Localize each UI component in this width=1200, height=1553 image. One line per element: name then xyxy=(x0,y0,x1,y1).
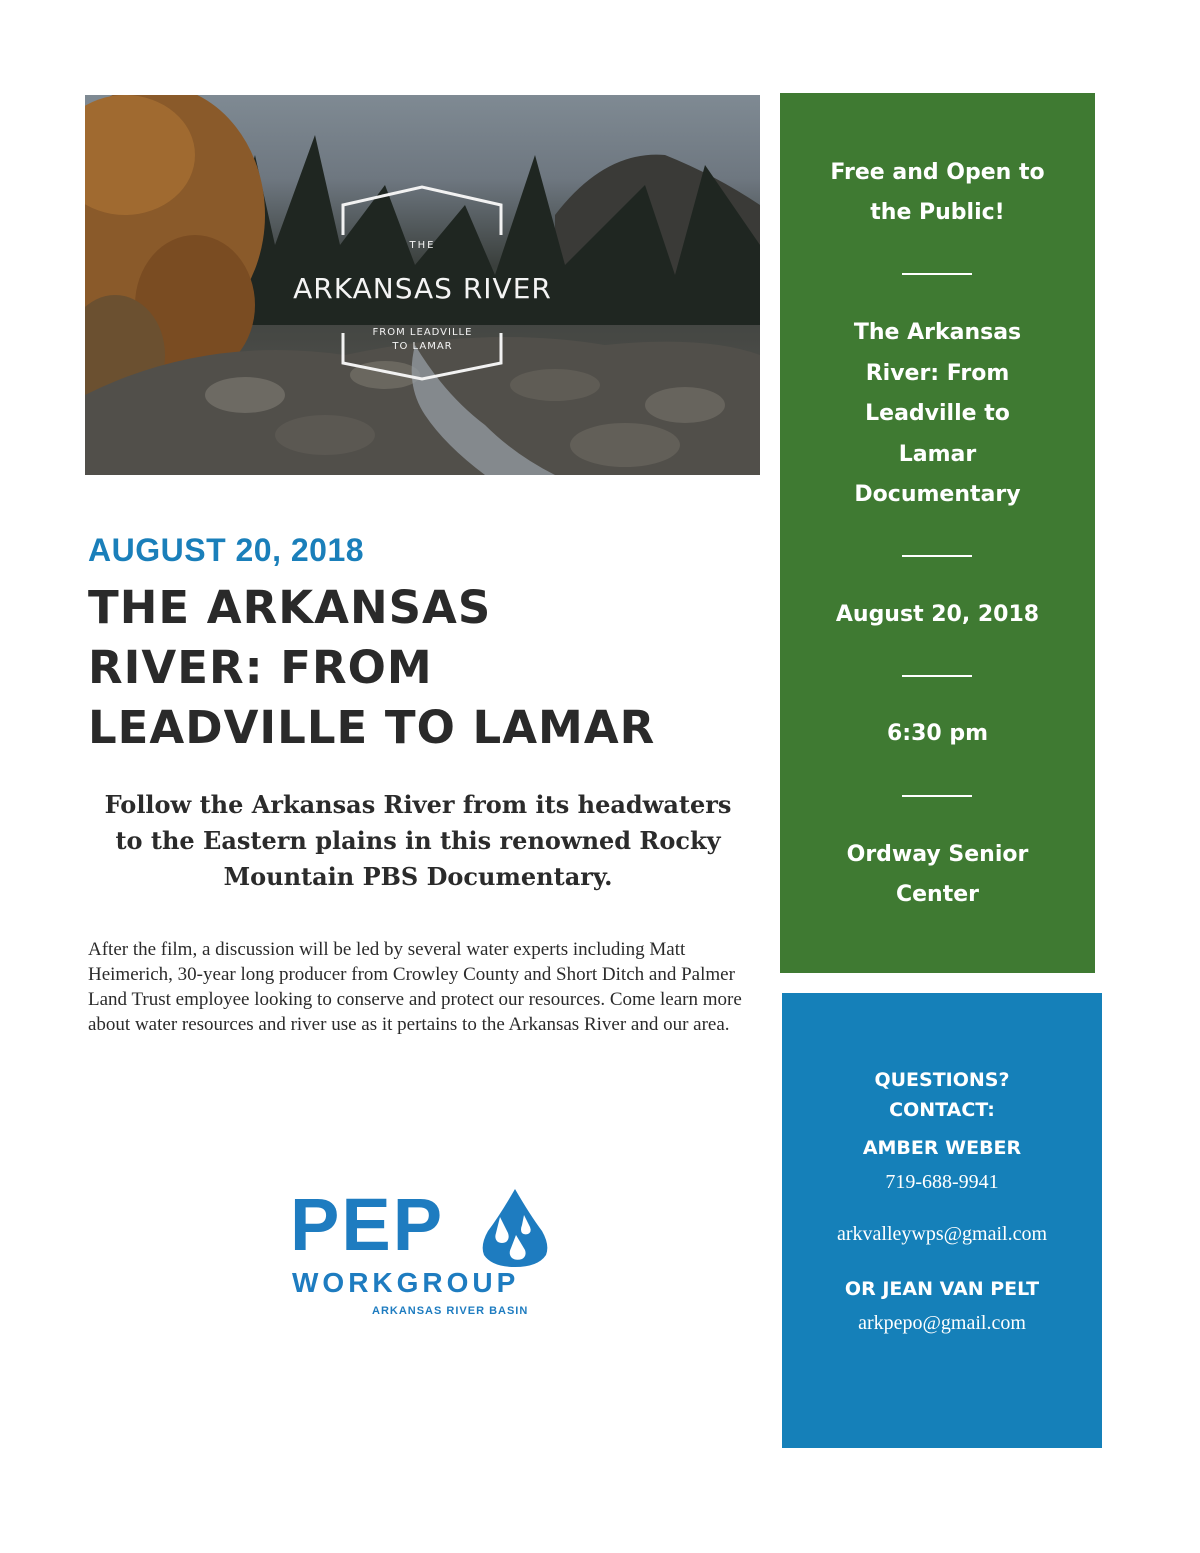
documentary-line-3: Leadville to xyxy=(865,401,1010,426)
free-open-line-2: the Public! xyxy=(870,200,1005,225)
event-info-panel xyxy=(780,93,1095,973)
contact-phone-1: 719-688-9941 xyxy=(885,1171,999,1193)
contact-name-2: OR JEAN VAN PELT xyxy=(844,1278,1040,1300)
hero-title: ARKANSAS RIVER xyxy=(293,272,552,305)
contact-email-1[interactable]: arkvalleywps@gmail.com xyxy=(836,1223,1048,1245)
documentary-line-2: River: From xyxy=(865,361,1010,386)
contact-panel xyxy=(782,993,1102,1448)
divider xyxy=(902,273,972,275)
pepo-workgroup-logo xyxy=(290,1185,560,1335)
divider xyxy=(902,555,972,557)
contact-email-2[interactable]: arkpepo@gmail.com xyxy=(858,1312,1026,1334)
divider xyxy=(902,795,972,797)
event-title-line-1: THE ARKANSAS xyxy=(88,581,492,634)
questions-label: QUESTIONS? xyxy=(874,1069,1010,1091)
contact-name-1: AMBER WEBER xyxy=(862,1137,1022,1159)
hero-the-label: THE xyxy=(409,240,436,251)
sidebar-date: August 20, 2018 xyxy=(835,602,1040,627)
event-title-line-2: RIVER: FROM xyxy=(88,641,433,694)
documentary-line-5: Documentary xyxy=(854,482,1021,507)
event-intro: Follow the Arkansas River from its headwaters to the Eastern plains in this renowned Rocky Mountain PBS Documentary. xyxy=(104,790,732,891)
event-title-line-3: LEADVILLE TO LAMAR xyxy=(88,701,656,754)
sidebar-time: 6:30 pm xyxy=(886,721,989,746)
logo-basin-text: ARKANSAS RIVER BASIN xyxy=(372,1305,529,1317)
venue-line-1: Ordway Senior xyxy=(846,842,1029,867)
contact-label: CONTACT: xyxy=(889,1099,995,1121)
logo-workgroup-text: WORKGROUP xyxy=(292,1267,520,1298)
water-drop-icon xyxy=(480,1187,550,1269)
hero-image xyxy=(85,95,760,475)
divider xyxy=(902,675,972,677)
venue-line-2: Center xyxy=(895,882,979,907)
hero-subtitle-line-2: TO LAMAR xyxy=(392,341,453,352)
hero-subtitle-line-1: FROM LEADVILLE xyxy=(372,327,473,338)
free-open-line-1: Free and Open to xyxy=(830,160,1045,185)
event-title xyxy=(88,578,768,758)
logo-pep-text: PEP xyxy=(290,1183,445,1266)
documentary-line-4: Lamar xyxy=(898,442,977,467)
event-date-heading: AUGUST 20, 2018 xyxy=(88,532,365,568)
documentary-line-1: The Arkansas xyxy=(853,320,1022,345)
event-details: After the film, a discussion will be led by several water experts including Matt Heimerich, 30-year long producer from Crowley County and Short Ditch and Palmer Land Trust employee looking to conserve and protect our resources. Come learn more about water resources and river use as it pertains to the Arkansas River and our area. xyxy=(88,939,742,1035)
